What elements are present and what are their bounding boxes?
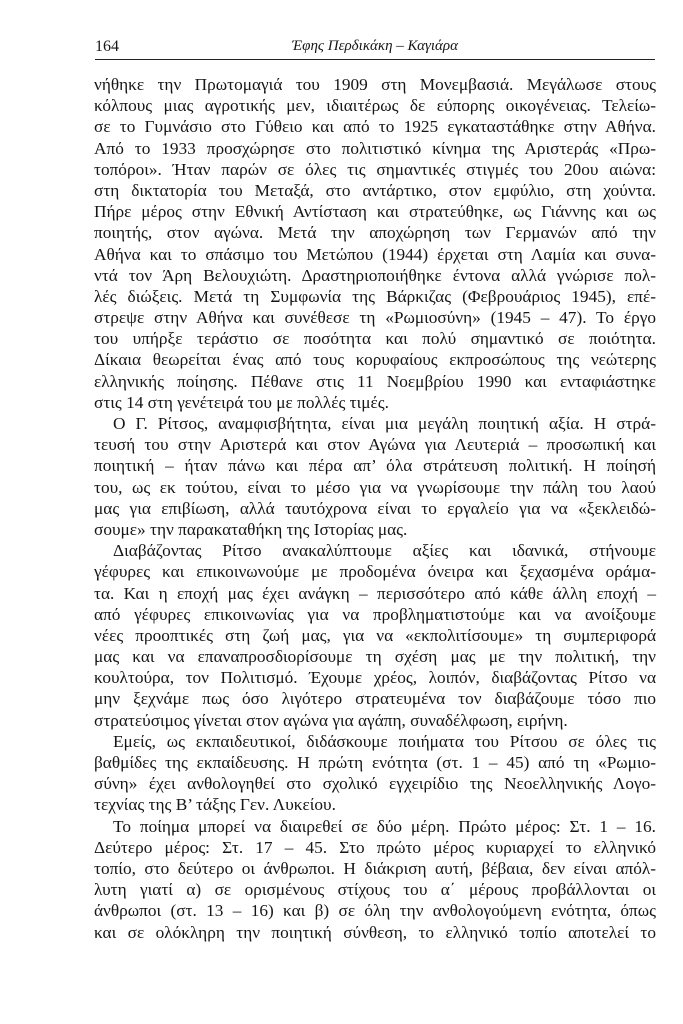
text-line: σε το Γυμνάσιο στο Γύθειο και από το 1925 εγκαταστάθηκε στην Αθήνα.: [94, 117, 656, 137]
text-line: νέες προοπτικές στη ζωή μας, για να «εκπολιτίσουμε» τη συμπεριφορά: [94, 625, 656, 645]
text-line: Διαβάζοντας Ρίτσο ανακαλύπτουμε αξίες και ιδανικά, στήνουμε: [113, 541, 656, 561]
page-header: [95, 37, 655, 60]
text-line: σουμε» την παρακαταθήκη της Ιστορίας μας.: [94, 519, 408, 539]
text-line: του, ως εκ τούτου, είναι το μέσο για να γνωρίσουμε την πάλη του λαού: [94, 477, 656, 497]
text-line: ποιητής, στον αγώνα. Μετά την αποχώρηση των Γερμανών από την: [94, 223, 656, 243]
text-line: Δεύτερο μέρος: Στ. 17 – 45. Στο πρώτο μέρος κυριαρχεί το ελληνικό: [94, 837, 656, 857]
text-line: άνθρωποι (στ. 13 – 16) και β) σε όλη την ανθολογούμενη ενότητα, όπως: [94, 901, 656, 921]
text-line: στις 14 στη γενέτειρά του με πολλές τιμές.: [94, 392, 389, 412]
text-line: κόλπους μιας αγροτικής μεν, ιδιαιτέρως δε εύπορης οικογένειας. Τελείω-: [94, 96, 656, 116]
text-line: Το ποίημα μπορεί να διαιρεθεί σε δύο μέρη. Πρώτο μέρος: Στ. 1 – 16.: [113, 816, 656, 836]
text-line: τεχνίας της Β’ τάξης Γεν. Λυκείου.: [94, 795, 336, 815]
body-text: [94, 74, 656, 943]
text-line: στρατεύσιμος γίνεται στον αγώνα για αγάπη, συναδέλφωση, ειρήνη.: [94, 710, 568, 730]
text-line: Εμείς, ως εκπαιδευτικοί, διδάσκουμε ποιήματα του Ρίτσου σε όλες τις: [113, 731, 656, 751]
text-line: στη δικτατορία του Μεταξά, στο αντάρτικο, στον εμφύλιο, στη χούντα.: [94, 180, 656, 200]
text-line: σύνη» έχει ανθολογηθεί στο σχολικό εγχειρίδιο της Νεοελληνικής Λογο-: [94, 774, 656, 794]
text-line: τοπόροι». Ήταν παρών σε όλες τις σημαντικές στιγμές του 20ου αιώνα:: [94, 159, 656, 179]
paragraph: [94, 74, 656, 413]
text-line: στρεψε στην Αθήνα και συνέθεσε τη «Ρωμιοσύνη» (1945 – 47). Το έργο: [94, 308, 656, 328]
text-line: τευσή του στην Αριστερά και στον Αγώνα για Λευτεριά – προσωπική και: [94, 435, 656, 455]
text-line: από γέφυρες επικοινωνίας για να προβληματιστούμε και να ανοίξουμε: [94, 604, 656, 624]
text-line: του υπήρξε τεράστιο σε ποσότητα και πολύ σημαντικό σε ποιότητα.: [94, 329, 656, 349]
running-head: Έφης Περδικάκη – Καγιάρα: [291, 38, 459, 54]
text-line: γέφυρες και επικοινωνούμε με προδομένα όνειρα και ξεχασμένα οράμα-: [94, 562, 656, 582]
text-line: Πήρε μέρος στην Εθνική Αντίσταση και στρατεύθηκε, ως Γιάννης και ως: [94, 202, 656, 222]
paragraph: [94, 731, 656, 816]
text-line: μας για επιβίωση, αλλά ταυτόχρονα είναι το εργαλείο για να «ξεκλειδώ-: [94, 498, 656, 518]
text-line: τοπίο, στο δεύτερο οι άνθρωποι. Η διάκριση αυτή, βέβαια, δεν είναι απόλ-: [94, 858, 656, 878]
text-line: Ο Γ. Ρίτσος, αναμφισβήτητα, είναι μια μεγάλη ποιητική αξία. Η στρά-: [113, 414, 656, 433]
paragraph: [94, 816, 656, 943]
text-line: ελληνικής ποίησης. Πέθανε στις 11 Νοεμβρίου 1990 και ενταφιάστηκε: [94, 371, 656, 391]
text-line: τα. Και η εποχή μας έχει ανάγκη – περισσότερο από κάθε άλλη εποχή –: [94, 583, 656, 603]
text-line: βαθμίδες της εκπαίδευσης. Η πρώτη ενότητα (στ. 1 – 45) από τη «Ρωμιο-: [94, 753, 656, 772]
text-line: Αθήνα και το σπάσιμο του Μετώπου (1944) έρχεται στη Λαμία και συνα-: [94, 244, 656, 264]
paragraph: [94, 413, 656, 540]
text-line: κουλτούρα, τον Πολιτισμό. Έχουμε χρέος, λοιπόν, διαβάζοντας Ρίτσο να: [94, 668, 656, 688]
text-line: μην ξεχνάμε πως όσο λιγότερο στρατευμένα τον διαβάζουμε τόσο πιο: [94, 689, 656, 709]
text-line: νήθηκε την Πρωτομαγιά του 1909 στη Μονεμβασιά. Μεγάλωσε στους: [94, 75, 656, 94]
text-line: Από το 1933 προσχώρησε στο πολιτιστικό κίνημα της Αριστεράς «Πρω-: [94, 138, 656, 158]
text-line: ποιητική – ήταν πάνω και πέρα απ’ όλα στράτευση πολιτική. Η ποίησή: [94, 456, 656, 476]
text-line: και σε ολόκληρη την ποιητική σύνθεση, το ελληνικό τοπίο αποτελεί το: [94, 922, 656, 942]
text-line: λυτη γιατί α) σε ορισμένους στίχους του α΄ μέρους προβάλλονται οι: [94, 880, 656, 900]
page-number: 164: [95, 38, 119, 55]
text-line: μας και να επαναπροσδιορίσουμε τη σχέση μας με την πολιτική, την: [94, 647, 656, 667]
text-line: ντά τον Άρη Βελουχιώτη. Δραστηριοποιήθηκε έντονα αλλά γνώρισε πολ-: [94, 265, 656, 285]
paragraph: [94, 540, 656, 731]
text-line: Δίκαια θεωρείται ένας από τους κορυφαίους εκπροσώπους της νεώτερης: [94, 350, 656, 370]
text-line: λές διώξεις. Μετά τη Συμφωνία της Βάρκιζας (Φεβρουάριος 1945), επέ-: [94, 286, 656, 306]
